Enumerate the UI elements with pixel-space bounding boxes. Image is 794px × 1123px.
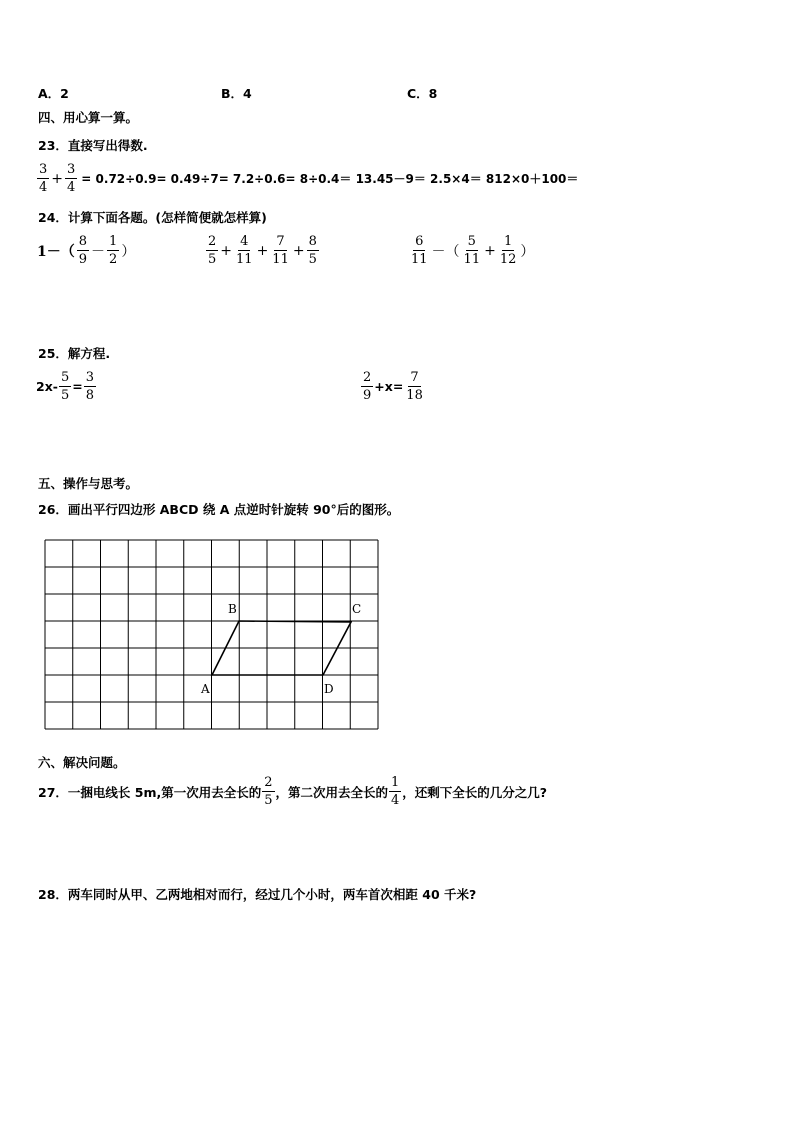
fraction: $\frac{8}{9}$ [78, 234, 88, 267]
minus-sign: － [91, 243, 106, 260]
section-4-heading: 四、用心算一算。 [38, 110, 139, 125]
q23-prompt: 23．直接写出得数. [38, 138, 148, 153]
vertex-label-a: A [201, 682, 210, 696]
plus-sign: + [220, 242, 233, 259]
fraction: $\frac{8}{5}$ [308, 234, 317, 267]
choice-a: A．2 [38, 86, 69, 101]
fraction: $\frac{7}{11}$ [272, 234, 289, 267]
expr-text: 1－（ [37, 243, 75, 260]
fraction: $\frac{2}{5}$ [264, 775, 273, 808]
q23-mental-math-list: = 0.72÷0.9= 0.49÷7= 7.2÷0.6= 8÷0.4＝ 13.45－9＝ 2.5×4＝ 812×0＋100＝ [81, 172, 579, 186]
vertex-label-c: C [352, 602, 362, 616]
fraction: $\frac{3}{4}$ [39, 162, 48, 195]
fraction: $\frac{1}{12}$ [499, 234, 517, 267]
q27-text: ，第二次用去全长的 [275, 784, 389, 800]
expr-text: +x= [374, 379, 404, 394]
q26-prompt: 26．画出平行四边形 ABCD 绕 A 点逆时针旋转 90°后的图形。 [38, 502, 400, 517]
q28-question: 28．两车同时从甲、乙两地相对而行，经过几个小时，两车首次相距 40 千米? [38, 887, 477, 902]
fraction: $\frac{2}{9}$ [363, 370, 372, 403]
fraction: $\frac{7}{18}$ [406, 370, 423, 403]
plus-sign: + [292, 242, 305, 259]
expr-text: 2x- [36, 379, 58, 394]
expr-text: －（ [431, 243, 460, 260]
fraction: $\frac{2}{5}$ [208, 234, 217, 267]
q27-text: 27．一捆电线长 5m,第一次用去全长的 [38, 784, 262, 800]
section-6-heading: 六、解决问题。 [38, 755, 126, 770]
choice-b: B．4 [221, 86, 252, 101]
fraction: $\frac{1}{2}$ [109, 234, 118, 267]
q27-text: ，还剩下全长的几分之几? [402, 784, 548, 800]
fraction: $\frac{5}{5}$ [60, 370, 70, 403]
fraction: $\frac{4}{11}$ [236, 234, 253, 267]
equals-sign: = [72, 379, 83, 394]
plus-sign: + [51, 170, 64, 187]
fraction: $\frac{1}{4}$ [391, 775, 400, 808]
expr-text: ） [520, 243, 535, 260]
q27-question [38, 775, 547, 808]
q24-prompt: 24．计算下面各题。(怎样简便就怎样算) [38, 210, 267, 225]
square-grid [45, 540, 378, 729]
vertex-label-d: D [324, 682, 334, 696]
section-5-heading: 五、操作与思考。 [38, 476, 139, 491]
fraction: $\frac{3}{4}$ [67, 162, 76, 195]
plus-sign: + [484, 242, 496, 259]
fraction: $\frac{6}{11}$ [411, 234, 428, 267]
fraction: $\frac{5}{11}$ [463, 234, 481, 267]
q25-prompt: 25．解方程. [38, 346, 111, 361]
plus-sign: + [256, 242, 269, 259]
vertex-label-b: B [228, 602, 237, 616]
fraction: $\frac{3}{8}$ [85, 370, 94, 403]
expr-text: ） [121, 243, 136, 260]
choice-c: C．8 [407, 86, 438, 101]
